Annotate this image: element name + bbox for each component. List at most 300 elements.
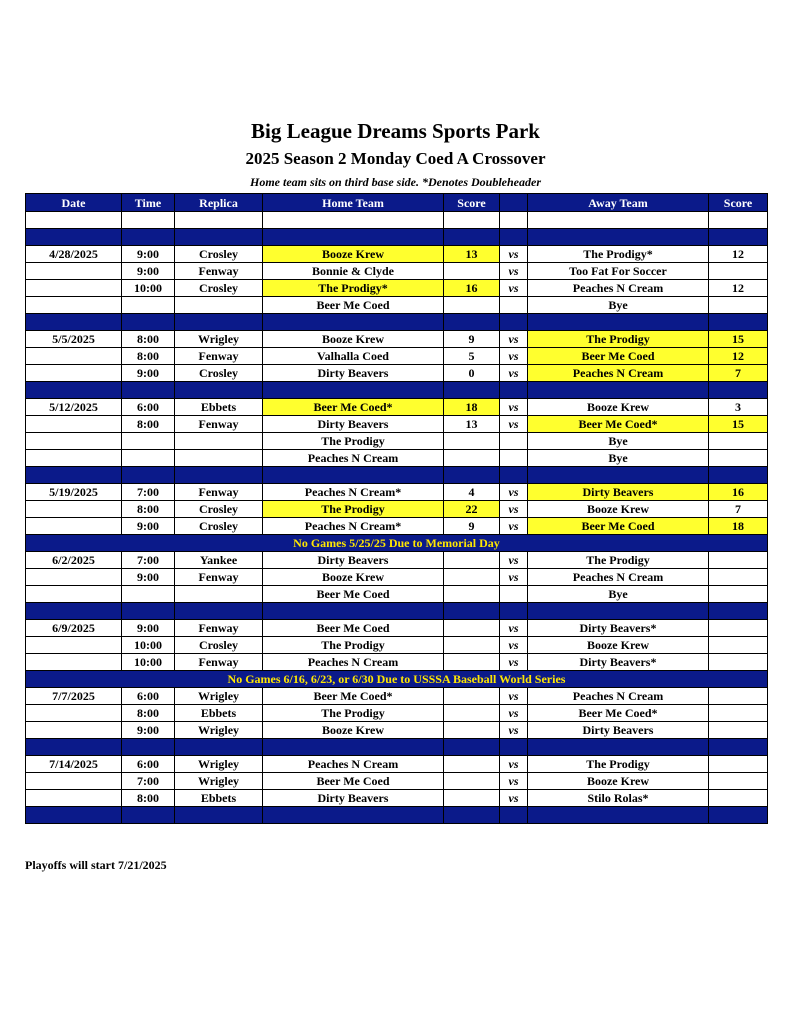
away-score-cell: 15 [709,416,768,433]
home-score-cell: 18 [444,399,500,416]
time-cell: 8:00 [122,501,175,518]
banner-text: No Games 6/16, 6/23, or 6/30 Due to USSSA Baseball World Series [26,671,768,688]
vs-label [500,450,528,467]
away-team-cell: Booze Krew [528,773,709,790]
vs-label: vs [500,331,528,348]
time-cell: 9:00 [122,518,175,535]
vs-label [500,433,528,450]
separator-cell [444,314,500,331]
header-note: Home team sits on third base side. *Denotes Doubleheader [250,175,541,189]
home-score-cell [444,552,500,569]
date-cell [26,773,122,790]
separator-cell [528,229,709,246]
empty-cell [500,212,528,229]
home-team-cell: The Prodigy [263,705,444,722]
replica-cell [175,297,263,314]
replica-cell: Wrigley [175,773,263,790]
vs-label: vs [500,756,528,773]
away-score-cell: 12 [709,280,768,297]
home-team-cell: Beer Me Coed [263,297,444,314]
table-row [26,654,768,671]
home-score-cell [444,705,500,722]
time-cell [122,586,175,603]
replica-cell: Fenway [175,348,263,365]
empty-cell [175,212,263,229]
separator-cell [175,807,263,824]
date-cell [26,263,122,280]
time-cell: 8:00 [122,331,175,348]
table-row [26,552,768,569]
schedule-body [26,212,768,824]
vs-label: vs [500,518,528,535]
table-row [26,722,768,739]
time-cell: 7:00 [122,484,175,501]
date-cell: 7/14/2025 [26,756,122,773]
replica-cell: Crosley [175,637,263,654]
table-row [26,416,768,433]
date-cell [26,705,122,722]
date-cell [26,501,122,518]
home-team-cell: Dirty Beavers [263,365,444,382]
away-score-cell [709,569,768,586]
time-cell: 10:00 [122,637,175,654]
replica-cell: Fenway [175,416,263,433]
date-cell [26,348,122,365]
time-cell [122,433,175,450]
home-score-cell: 9 [444,518,500,535]
away-team-cell: Bye [528,433,709,450]
home-team-cell: Dirty Beavers [263,416,444,433]
away-score-cell: 3 [709,399,768,416]
separator-cell [528,739,709,756]
home-score-cell [444,586,500,603]
date-cell [26,433,122,450]
replica-cell: Wrigley [175,756,263,773]
vs-label: vs [500,790,528,807]
separator-cell [500,314,528,331]
home-score-cell: 13 [444,416,500,433]
home-score-cell [444,433,500,450]
vs-label: vs [500,399,528,416]
away-team-cell: Peaches N Cream [528,688,709,705]
col-header-time: Time [122,194,175,212]
date-cell: 5/5/2025 [26,331,122,348]
separator-cell [26,603,122,620]
home-team-cell: Dirty Beavers [263,552,444,569]
time-cell: 7:00 [122,773,175,790]
home-score-cell [444,654,500,671]
time-cell: 9:00 [122,722,175,739]
separator-cell [26,807,122,824]
home-team-cell: Beer Me Coed [263,620,444,637]
time-cell [122,297,175,314]
vs-label: vs [500,246,528,263]
date-cell: 6/9/2025 [26,620,122,637]
away-team-cell: Stilo Rolas* [528,790,709,807]
vs-label: vs [500,688,528,705]
separator-cell [122,314,175,331]
home-score-cell: 4 [444,484,500,501]
separator-cell [528,603,709,620]
separator-cell [709,382,768,399]
away-score-cell: 12 [709,246,768,263]
away-team-cell: The Prodigy [528,331,709,348]
date-cell [26,569,122,586]
separator-cell [444,603,500,620]
replica-cell: Crosley [175,246,263,263]
time-cell: 9:00 [122,569,175,586]
separator-cell [175,382,263,399]
home-team-cell: Peaches N Cream [263,450,444,467]
replica-cell: Fenway [175,263,263,280]
time-cell: 8:00 [122,790,175,807]
replica-cell: Crosley [175,365,263,382]
week-separator [26,739,768,756]
away-team-cell: Beer Me Coed* [528,416,709,433]
home-team-cell: Booze Krew [263,722,444,739]
away-score-cell [709,433,768,450]
vs-label: vs [500,348,528,365]
separator-cell [500,807,528,824]
home-score-cell [444,297,500,314]
home-team-cell: Beer Me Coed [263,586,444,603]
schedule-table [25,193,768,824]
home-score-cell [444,450,500,467]
separator-cell [444,467,500,484]
date-cell [26,790,122,807]
separator-cell [500,382,528,399]
separator-cell [444,807,500,824]
separator-cell [528,467,709,484]
replica-cell [175,586,263,603]
separator-cell [263,314,444,331]
table-row [26,773,768,790]
col-header-home-team: Home Team [263,194,444,212]
date-cell [26,722,122,739]
replica-cell: Crosley [175,518,263,535]
table-row [26,433,768,450]
home-score-cell [444,773,500,790]
away-score-cell [709,637,768,654]
separator-cell [263,739,444,756]
separator-cell [444,229,500,246]
away-team-cell: The Prodigy [528,756,709,773]
separator-cell [709,467,768,484]
date-cell: 7/7/2025 [26,688,122,705]
date-cell: 5/19/2025 [26,484,122,501]
separator-cell [26,314,122,331]
date-cell [26,365,122,382]
week-separator [26,603,768,620]
home-score-cell: 16 [444,280,500,297]
away-team-cell: Peaches N Cream [528,365,709,382]
away-team-cell: Beer Me Coed* [528,705,709,722]
vs-label: vs [500,416,528,433]
away-team-cell: Beer Me Coed [528,348,709,365]
away-score-cell [709,654,768,671]
home-team-cell: The Prodigy [263,637,444,654]
separator-cell [122,739,175,756]
separator-cell [500,229,528,246]
col-header-replica: Replica [175,194,263,212]
home-team-cell: Peaches N Cream [263,654,444,671]
away-team-cell: Peaches N Cream [528,569,709,586]
time-cell [122,450,175,467]
separator-cell [122,229,175,246]
home-score-cell [444,637,500,654]
empty-cell [263,212,444,229]
date-cell [26,637,122,654]
away-score-cell: 7 [709,501,768,518]
home-score-cell: 5 [444,348,500,365]
empty-cell [444,212,500,229]
away-team-cell: Peaches N Cream [528,280,709,297]
col-header-away-team: Away Team [528,194,709,212]
table-row [26,297,768,314]
time-cell: 10:00 [122,654,175,671]
empty-cell [122,212,175,229]
away-score-cell: 15 [709,331,768,348]
col-header-away-score: Score [709,194,768,212]
separator-cell [500,467,528,484]
separator-cell [263,603,444,620]
table-row [26,569,768,586]
week-separator [26,467,768,484]
date-cell: 6/2/2025 [26,552,122,569]
date-cell [26,416,122,433]
date-cell [26,518,122,535]
week-separator [26,807,768,824]
table-row [26,280,768,297]
date-cell: 5/12/2025 [26,399,122,416]
home-score-cell: 13 [444,246,500,263]
empty-cell [709,212,768,229]
time-cell: 10:00 [122,280,175,297]
home-team-cell: Booze Krew [263,246,444,263]
away-team-cell: Dirty Beavers [528,722,709,739]
separator-cell [263,807,444,824]
home-score-cell [444,790,500,807]
home-team-cell: Dirty Beavers [263,790,444,807]
page-title: Big League Dreams Sports Park [251,119,540,143]
away-team-cell: Dirty Beavers* [528,654,709,671]
table-row [26,756,768,773]
home-team-cell: Beer Me Coed* [263,688,444,705]
separator-cell [500,739,528,756]
vs-label: vs [500,654,528,671]
home-team-cell: Peaches N Cream* [263,518,444,535]
separator-cell [122,603,175,620]
separator-cell [175,314,263,331]
table-row [26,399,768,416]
separator-cell [26,739,122,756]
date-cell [26,450,122,467]
replica-cell: Wrigley [175,688,263,705]
vs-label: vs [500,722,528,739]
away-score-cell [709,263,768,280]
time-cell: 7:00 [122,552,175,569]
replica-cell: Crosley [175,280,263,297]
table-row [26,348,768,365]
col-header-vs [500,194,528,212]
date-cell [26,297,122,314]
blank-row [26,212,768,229]
table-row [26,501,768,518]
away-score-cell [709,705,768,722]
replica-cell: Wrigley [175,722,263,739]
time-cell: 9:00 [122,263,175,280]
time-cell: 6:00 [122,756,175,773]
away-score-cell [709,688,768,705]
away-team-cell: Booze Krew [528,399,709,416]
playoffs-note: Playoffs will start 7/21/2025 [25,858,167,872]
home-score-cell [444,688,500,705]
table-row [26,246,768,263]
separator-cell [444,382,500,399]
date-cell: 4/28/2025 [26,246,122,263]
away-score-cell [709,722,768,739]
home-team-cell: The Prodigy* [263,280,444,297]
away-team-cell: The Prodigy [528,552,709,569]
home-team-cell: Bonnie & Clyde [263,263,444,280]
no-games-banner [26,535,768,552]
separator-cell [444,739,500,756]
time-cell: 9:00 [122,246,175,263]
table-header-row [26,194,768,212]
away-team-cell: Bye [528,297,709,314]
table-row [26,450,768,467]
replica-cell [175,450,263,467]
separator-cell [175,739,263,756]
table-row [26,637,768,654]
away-team-cell: Booze Krew [528,501,709,518]
away-score-cell: 18 [709,518,768,535]
home-score-cell [444,722,500,739]
home-score-cell [444,620,500,637]
separator-cell [500,603,528,620]
away-score-cell [709,773,768,790]
col-header-date: Date [26,194,122,212]
separator-cell [709,229,768,246]
away-team-cell: The Prodigy* [528,246,709,263]
separator-cell [122,382,175,399]
replica-cell: Ebbets [175,399,263,416]
table-row [26,688,768,705]
date-cell [26,280,122,297]
week-separator [26,229,768,246]
away-score-cell [709,620,768,637]
vs-label [500,297,528,314]
replica-cell: Fenway [175,654,263,671]
col-header-home-score: Score [444,194,500,212]
away-score-cell [709,586,768,603]
time-cell: 9:00 [122,365,175,382]
away-score-cell [709,790,768,807]
home-team-cell: Peaches N Cream* [263,484,444,501]
table-row [26,518,768,535]
away-team-cell: Dirty Beavers* [528,620,709,637]
home-score-cell [444,756,500,773]
replica-cell: Fenway [175,620,263,637]
time-cell: 9:00 [122,620,175,637]
away-score-cell [709,756,768,773]
away-team-cell: Beer Me Coed [528,518,709,535]
home-team-cell: Beer Me Coed [263,773,444,790]
vs-label: vs [500,552,528,569]
replica-cell: Yankee [175,552,263,569]
time-cell: 8:00 [122,705,175,722]
vs-label [500,586,528,603]
away-team-cell: Too Fat For Soccer [528,263,709,280]
empty-cell [528,212,709,229]
vs-label: vs [500,365,528,382]
vs-label: vs [500,501,528,518]
away-team-cell: Dirty Beavers [528,484,709,501]
vs-label: vs [500,637,528,654]
vs-label: vs [500,280,528,297]
separator-cell [26,382,122,399]
away-score-cell: 12 [709,348,768,365]
home-score-cell: 22 [444,501,500,518]
separator-cell [263,229,444,246]
vs-label: vs [500,569,528,586]
away-team-cell: Bye [528,586,709,603]
home-team-cell: The Prodigy [263,433,444,450]
home-score-cell [444,569,500,586]
separator-cell [122,807,175,824]
separator-cell [122,467,175,484]
home-team-cell: The Prodigy [263,501,444,518]
replica-cell [175,433,263,450]
table-row [26,484,768,501]
separator-cell [175,467,263,484]
vs-label: vs [500,620,528,637]
page-subtitle: 2025 Season 2 Monday Coed A Crossover [245,149,546,168]
separator-cell [709,603,768,620]
away-score-cell: 7 [709,365,768,382]
home-score-cell: 9 [444,331,500,348]
replica-cell: Ebbets [175,790,263,807]
separator-cell [528,382,709,399]
time-cell: 8:00 [122,416,175,433]
away-score-cell [709,297,768,314]
home-team-cell: Booze Krew [263,569,444,586]
separator-cell [175,603,263,620]
table-row [26,331,768,348]
home-score-cell [444,263,500,280]
separator-cell [263,467,444,484]
separator-cell [709,807,768,824]
replica-cell: Ebbets [175,705,263,722]
home-team-cell: Peaches N Cream [263,756,444,773]
table-row [26,705,768,722]
time-cell: 8:00 [122,348,175,365]
vs-label: vs [500,484,528,501]
replica-cell: Crosley [175,501,263,518]
separator-cell [709,314,768,331]
table-row [26,790,768,807]
away-score-cell [709,552,768,569]
separator-cell [175,229,263,246]
table-row [26,620,768,637]
vs-label: vs [500,263,528,280]
time-cell: 6:00 [122,399,175,416]
home-team-cell: Valhalla Coed [263,348,444,365]
vs-label: vs [500,773,528,790]
away-score-cell: 16 [709,484,768,501]
time-cell: 6:00 [122,688,175,705]
separator-cell [709,739,768,756]
